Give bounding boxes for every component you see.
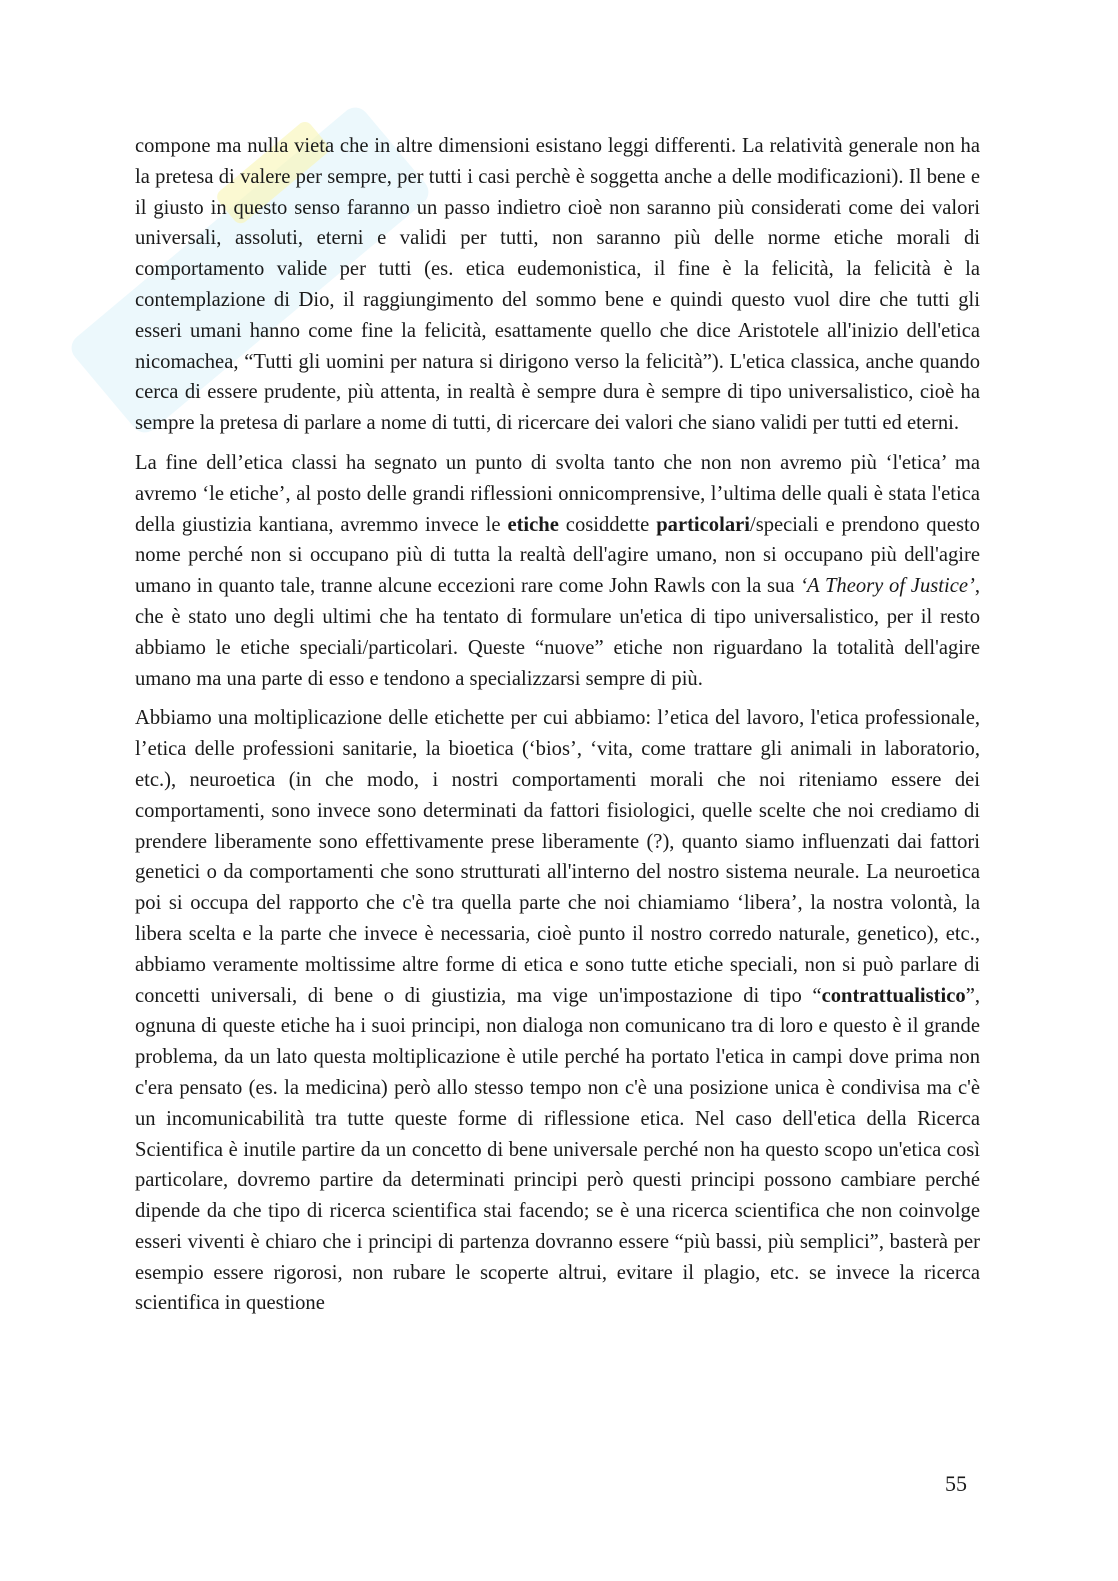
text-segment: /speciali e prendono questo nome perché non si occupano più di tutta la realtà dell'agire umano, non si occupano più dell'agire umano in quanto tale, tranne alcune eccezioni rare come John Rawls con la sua xyxy=(135,513,980,598)
paragraph-2 xyxy=(135,448,980,694)
paragraph-3 xyxy=(135,703,980,1319)
text-segment: etiche xyxy=(507,513,559,536)
page-number: 55 xyxy=(945,1471,967,1496)
text-segment: , che è stato uno degli ultimi che ha tentato di formulare un'etica di tipo universalistico, per il resto abbiamo le etiche speciali/particolari. Queste “nuove” etiche non riguardano la totalità dell'agire umano ma una parte di esso e tendono a specializzarsi sempre di più. xyxy=(135,575,980,690)
text-segment: ‘A Theory of Justice’ xyxy=(800,575,975,598)
document-body xyxy=(135,131,980,1328)
text-segment: contrattualistico xyxy=(821,984,966,1007)
text-segment: particolari xyxy=(656,513,750,536)
paragraph-1 xyxy=(135,131,980,439)
text-segment: cosiddette xyxy=(558,513,657,536)
text-segment: La fine dell’etica classi ha segnato un punto di svolta tanto che non non avremo più ‘l'etica’ ma avremo ‘le etiche’, al posto delle grandi riflessioni onnicomprensive, l’ultima delle quali è stata l'etica della giustizia kantiana, avremmo invece le xyxy=(135,451,980,536)
text-segment: ”, ognuna di queste etiche ha i suoi principi, non dialoga non comunicano tra di loro e questo è il grande problema, da un lato questa moltiplicazione è utile perché ha portato l'etica in campi dove prima non c'era pensato (es. la medicina) però allo stesso tempo non c'è una posizione unica è condivisa ma c'è un incomunicabilità tra tutte queste forme di riflessione etica. Nel caso dell'etica della Ricerca Scientifica è inutile partire da un concetto di bene universale perché non ha questo scopo un'etica così particolare, dovremo partire da determinati principi però questi principi possono cambiare perché dipende da che tipo di ricerca scientifica stai facendo; se è una ricerca scientifica che non coinvolge esseri viventi è chiaro che i principi di partenza dovranno essere “più bassi, più semplici”, basterà per esempio essere rigorosi, non rubare le scoperte altrui, evitare il plagio, etc. se invece la ricerca scientifica in questione xyxy=(135,984,980,1315)
text-segment: compone ma nulla vieta che in altre dimensioni esistano leggi differenti. La relatività generale non ha la pretesa di valere per sempre, per tutti i casi perchè è soggetta anche a delle modificazioni). Il bene e il giusto in questo senso faranno un passo indietro cioè non saranno più considerati come dei valori universali, assoluti, eterni e validi per tutti, non saranno più delle norme etiche morali di comportamento valide per tutti (es. etica eudemonistica, il fine è la felicità, la felicità è la contemplazione di Dio, il raggiungimento del sommo bene e quindi questo vuol dire che tutti gli esseri umani hanno come fine la felicità, esattamente quello che dice Aristotele all'inizio dell'etica nicomachea, “Tutti gli uomini per natura si dirigono verso la felicità”). L'etica classica, anche quando cerca di essere prudente, più attenta, in realtà è sempre dura è sempre di tipo universalistico, cioè ha sempre la pretesa di parlare a nome di tutti, di ricercare dei valori che siano validi per tutti ed eterni. xyxy=(135,135,980,435)
text-segment: Abbiamo una moltiplicazione delle etichette per cui abbiamo: l’etica del lavoro, l'etica professionale, l’etica delle professioni sanitarie, la bioetica (‘bios’, ‘vita, come trattare gli animali in laboratorio, etc.), neuroetica (in che modo, i nostri comportamenti morali che noi riteniamo essere dei comportamenti, sono invece sono determinati da fattori fisiologici, quelle scelte che noi crediamo di prendere liberamente sono effettivamente prese liberamente (?), quanto siamo influenzati dai fattori genetici o da comportamenti che sono strutturati all'interno del nostro sistema neurale. La neuroetica poi si occupa del rapporto che c'è tra quella parte che noi chiamiamo ‘libera’, la nostra volontà, la libera scelta e la parte che invece è necessaria, cioè punto il nostro corredo naturale, genetico), etc., abbiamo veramente moltissime altre forme di etica e sono tutte etiche speciali, non si può parlare di concetti universali, di bene o di giustizia, ma vige un'impostazione di tipo “ xyxy=(135,707,980,1007)
